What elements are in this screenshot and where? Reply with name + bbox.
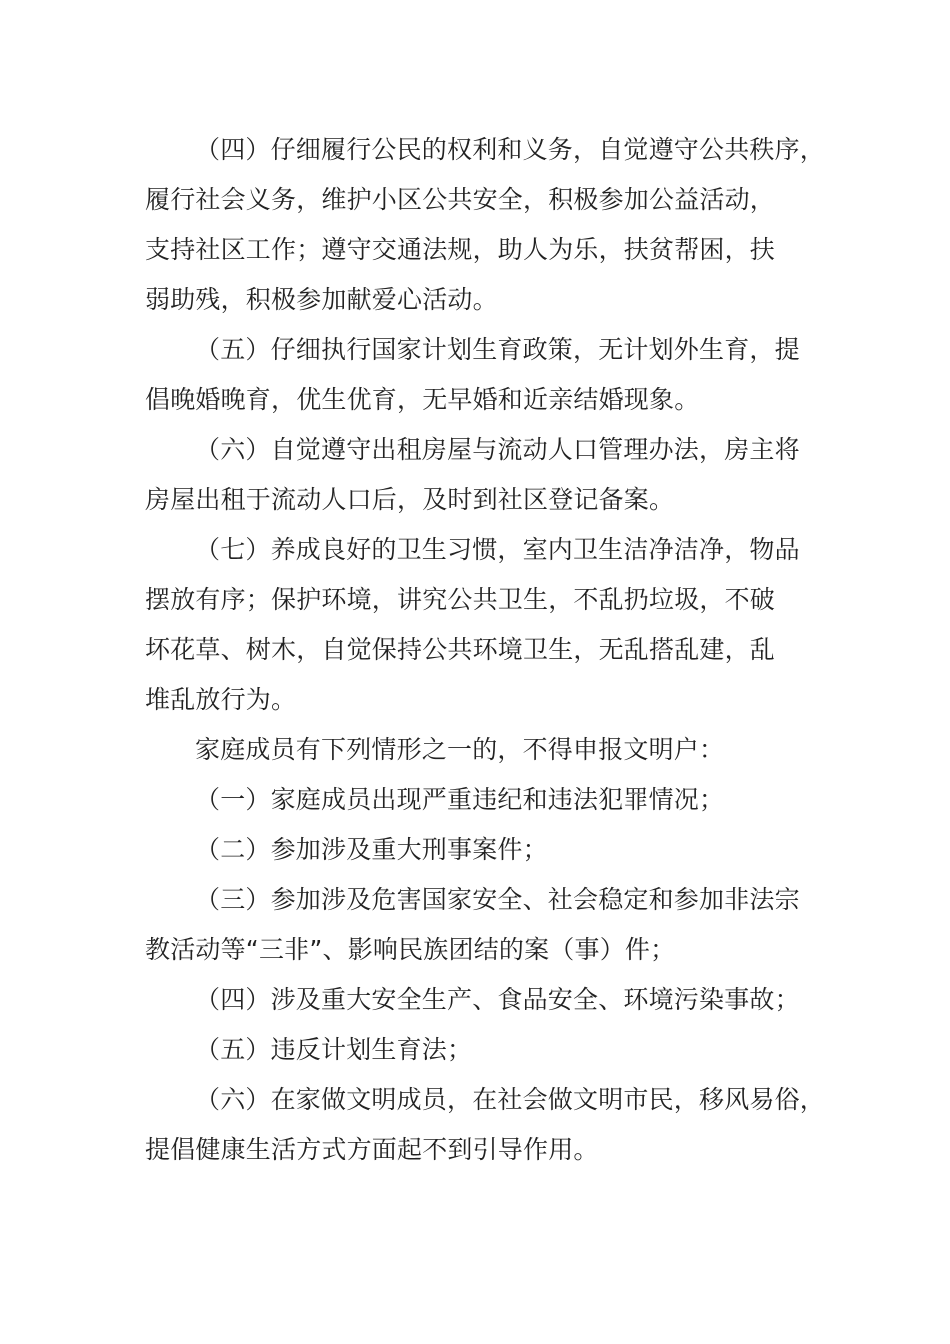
text-line: 履行社会义务，维护小区公共安全，积极参加公益活动，	[145, 185, 776, 214]
text-line: （四）仔细履行公民的权利和义务，自觉遵守公共秩序，	[195, 135, 826, 164]
text-line: 坏花草、树木，自觉保持公共环境卫生，无乱搭乱建，乱	[145, 635, 776, 664]
text-line: 家庭成员有下列情形之一的，不得申报文明户：	[195, 735, 725, 764]
text-line: （二）参加涉及重大刑事案件；	[195, 835, 548, 864]
text-line: （七）养成良好的卫生习惯，室内卫生洁净洁净，物品	[195, 535, 800, 564]
text-line: （六）在家做文明成员，在社会做文明市民，移风易俗，	[195, 1085, 826, 1114]
text-line: 堆乱放行为。	[145, 685, 297, 714]
text-line: （一）家庭成员出现严重违纪和违法犯罪情况；	[195, 785, 725, 814]
text-line: 弱助残，积极参加献爱心活动。	[145, 285, 498, 314]
text-line: 教活动等“三非”、影响民族团结的案（事）件；	[145, 935, 676, 964]
text-line: 摆放有序；保护环境，讲究公共卫生，不乱扔垃圾，不破	[145, 585, 776, 614]
text-line: 支持社区工作；遵守交通法规，助人为乐，扶贫帮困，扶	[145, 235, 776, 264]
text-line: 倡晚婚晚育，优生优育，无早婚和近亲结婚现象。	[145, 385, 700, 414]
text-line: 房屋出租于流动人口后，及时到社区登记备案。	[145, 485, 675, 514]
document-page	[145, 125, 826, 1175]
text-line: 提倡健康生活方式方面起不到引导作用。	[145, 1135, 599, 1164]
text-line: （六）自觉遵守出租房屋与流动人口管理办法，房主将	[195, 435, 800, 464]
text-line: （五）违反计划生育法；	[195, 1035, 473, 1064]
text-line: （四）涉及重大安全生产、食品安全、环境污染事故；	[195, 985, 800, 1014]
text-line: （五）仔细执行国家计划生育政策，无计划外生育，提	[195, 335, 800, 364]
text-line: （三）参加涉及危害国家安全、社会稳定和参加非法宗	[195, 885, 800, 914]
